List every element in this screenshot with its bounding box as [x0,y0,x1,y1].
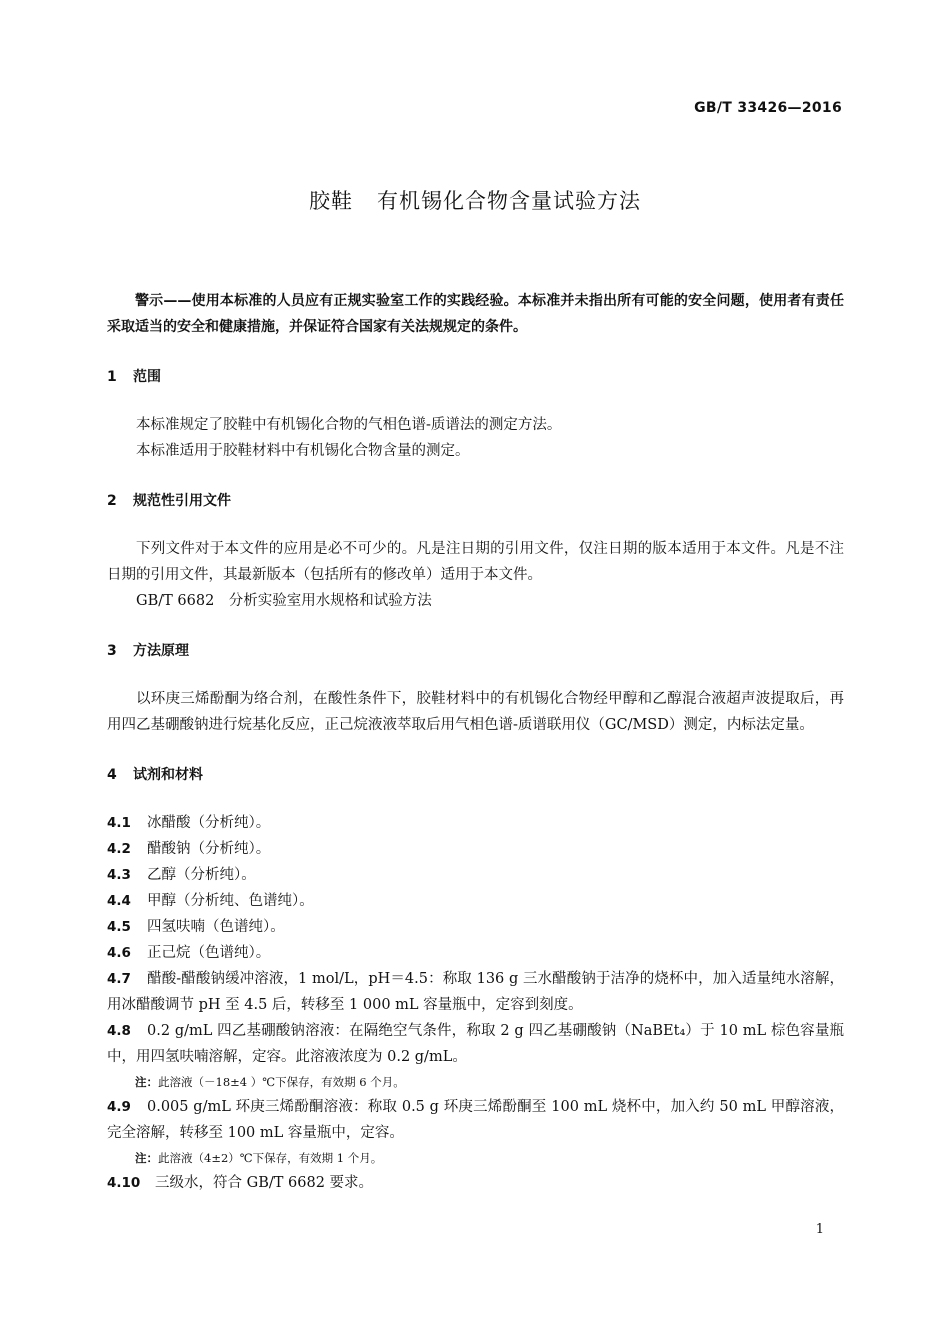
standard-code: GB/T 33426—2016 [694,100,842,116]
list-item: 4.8 0.2 g/mL 四乙基硼酸钠溶液：在隔绝空气条件，称取 2 g 四乙基硼酸钠（NaBEt₄）于 10 mL 棕色容量瓶中，用四氢呋喃溶解，定容。此溶液浓度为 0.2 g/mL。 [107,1023,844,1065]
references-paragraph: 下列文件对于本文件的应用是必不可少的。凡是注日期的引用文件，仅注日期的版本适用于本文件。凡是不注日期的引用文件，其最新版本（包括所有的修改单）适用于本文件。 [107,541,844,583]
principle-paragraph: 以环庚三烯酚酮为络合剂，在酸性条件下，胶鞋材料中的有机锡化合物经甲醇和乙醇混合液超声波提取后，再用四乙基硼酸钠进行烷基化反应，正己烷液液萃取后用气相色谱-质谱联用仪（GC/MSD）测定，内标法定量。 [107,691,844,733]
list-item: 4.2 醋酸钠（分析纯）。 [107,841,271,857]
scope-paragraph-1: 本标准规定了胶鞋中有机锡化合物的气相色谱-质谱法的测定方法。 [136,417,562,433]
list-item: 4.10 三级水，符合 GB/T 6682 要求。 [107,1175,374,1191]
section-heading-1: 1 范围 [107,369,161,385]
page-number: 1 [815,1222,824,1237]
document-body [107,288,844,1196]
list-item: 4.4 甲醇（分析纯、色谱纯）。 [107,893,314,909]
list-item: 4.1 冰醋酸（分析纯）。 [107,815,271,831]
note: 注：此溶液（－18±4 ）℃下保存，有效期 6 个月。 [135,1075,405,1089]
list-item: 4.3 乙醇（分析纯）。 [107,867,256,883]
list-item: 4.9 0.005 g/mL 环庚三烯酚酮溶液：称取 0.5 g 环庚三烯酚酮至 100 mL 烧杯中，加入约 50 mL 甲醇溶液，完全溶解，转移至 100 mL 容量瓶中，定容。 [107,1099,844,1141]
section-heading-4: 4 试剂和材料 [107,767,203,783]
reference-item: GB/T 6682 分析实验室用水规格和试验方法 [136,593,432,609]
document-title [0,185,950,215]
note: 注：此溶液（4±2）℃下保存，有效期 1 个月。 [135,1151,383,1165]
scope-paragraph-2: 本标准适用于胶鞋材料中有机锡化合物含量的测定。 [136,443,470,459]
warning-paragraph: 警示——使用本标准的人员应有正规实验室工作的实践经验。本标准并未指出所有可能的安全问题，使用者有责任采取适当的安全和健康措施，并保证符合国家有关法规规定的条件。 [107,293,844,335]
section-heading-2: 2 规范性引用文件 [107,493,231,509]
list-item: 4.5 四氢呋喃（色谱纯）。 [107,919,285,935]
list-item: 4.7 醋酸-醋酸钠缓冲溶液，1 mol/L，pH＝4.5：称取 136 g 三水醋酸钠于洁净的烧杯中，加入适量纯水溶解，用冰醋酸调节 pH 至 4.5 后，转移至 1 000 mL 容量瓶中，定容到刻度。 [107,971,844,1013]
list-item: 4.6 正己烷（色谱纯）。 [107,945,271,961]
section-heading-3: 3 方法原理 [107,643,189,659]
title-part-1: 胶鞋 [309,189,353,213]
title-part-2: 有机锡化合物含量试验方法 [377,189,641,213]
